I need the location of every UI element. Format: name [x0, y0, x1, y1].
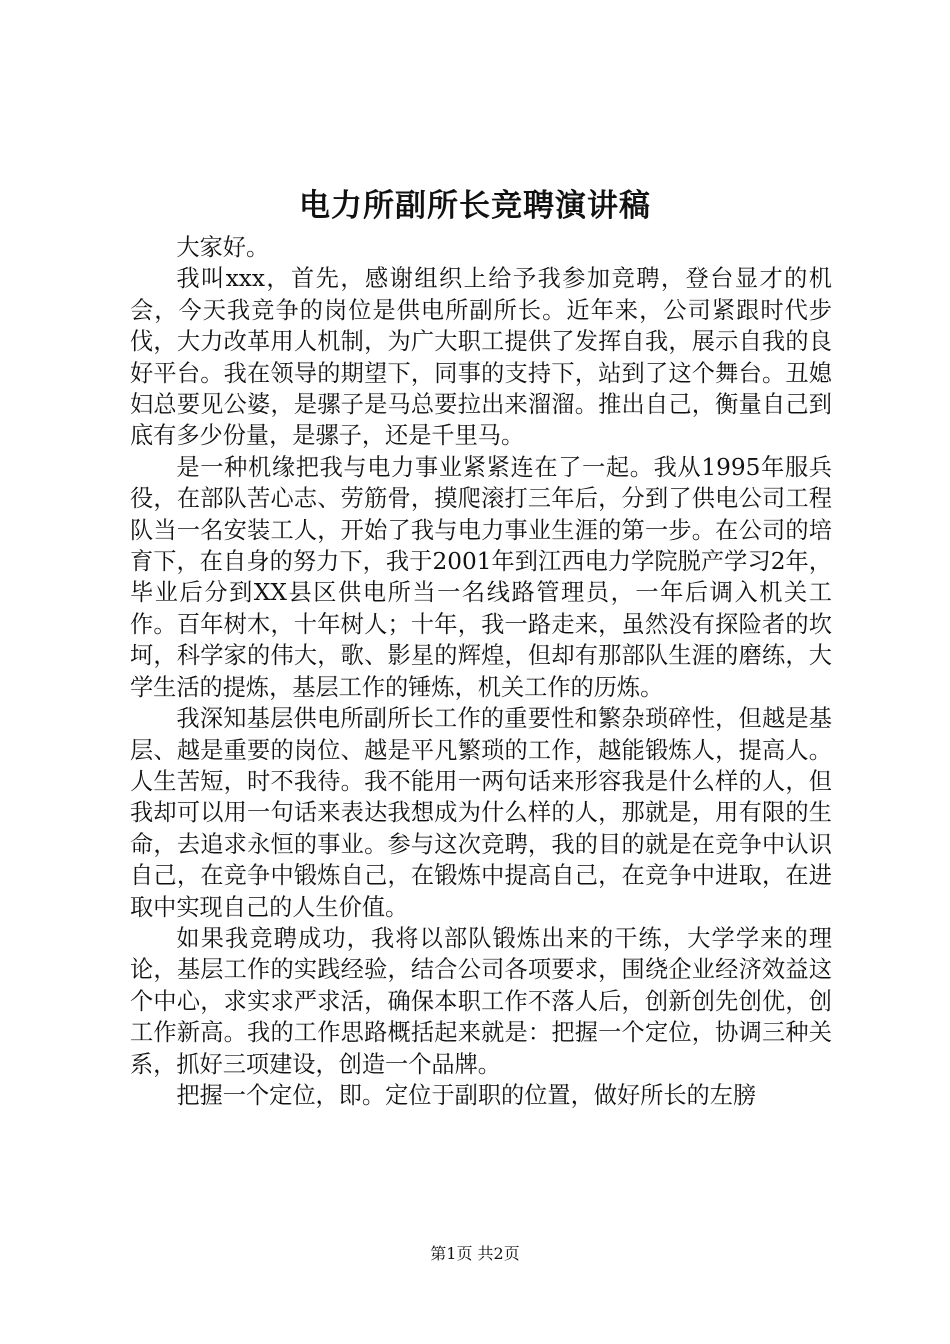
paragraph-introduction: 我叫xxx，首先，感谢组织上给予我参加竞聘，登台显才的机会，今天我竞争的岗位是供电所副所长。近年来，公司紧跟时代步伐，大力改革用人机制，为广大职工提供了发挥自我，展示自我的良好平台。我在领导的期望下，同事的支持下，站到了这个舞台。丑媳妇总要见公婆，是骡子是马总要拉出来溜溜。推出自己，衡量自己到底有多少份量，是骡子，还是千里马。 — [130, 265, 832, 450]
paragraph-greeting: 大家好。 — [176, 234, 270, 261]
paragraph-career-history: 是一种机缘把我与电力事业紧紧连在了一起。我从1995年服兵役，在部队苦心志、劳筋骨，摸爬滚打三年后，分到了供电公司工程队当一名安装工人，开始了我与电力事业生涯的第一步。在公司的培育下，在自身的努力下，我于2001年到江西电力学院脱产学习2年，毕业后分到XX县区供电所当一名线路管理员，一年后调入机关工作。百年树木，十年树人；十年，我一路走来，虽然没有探险者的坎坷，科学家的伟大，歌、影星的辉煌，但却有那部队生涯的磨练，大学生活的提炼，基层工作的锤炼，机关工作的历炼。 — [130, 453, 832, 701]
paragraph-motivation: 我深知基层供电所副所长工作的重要性和繁杂琐碎性，但越是基层、越是重要的岗位、越是平凡繁琐的工作，越能锻炼人，提高人。人生苦短，时不我待。我不能用一两句话来形容我是什么样的人，但我却可以用一句话来表达我想成为什么样的人，那就是，用有限的生命，去追求永恒的事业。参与这次竞聘，我的目的就是在竞争中认识自己，在竞争中锻炼自己，在锻炼中提高自己，在竞争中进取，在进取中实现自己的人生价值。 — [130, 705, 832, 921]
paragraph-work-plan: 如果我竞聘成功，我将以部队锻炼出来的干练，大学学来的理论，基层工作的实践经验，结合公司各项要求，围绕企业经济效益这个中心，求实求严求活，确保本职工作不落人后，创新创先创优，创工作新高。我的工作思路概括起来就是：把握一个定位，协调三种关系，抓好三项建设，创造一个品牌。 — [130, 924, 832, 1078]
paragraph-positioning: 把握一个定位，即。定位于副职的位置，做好所长的左膀 — [176, 1081, 757, 1109]
document-body — [130, 232, 832, 1111]
page-footer: 第1页 共2页 — [430, 1244, 520, 1263]
document-title: 电力所副所长竞聘演讲稿 — [299, 188, 651, 224]
